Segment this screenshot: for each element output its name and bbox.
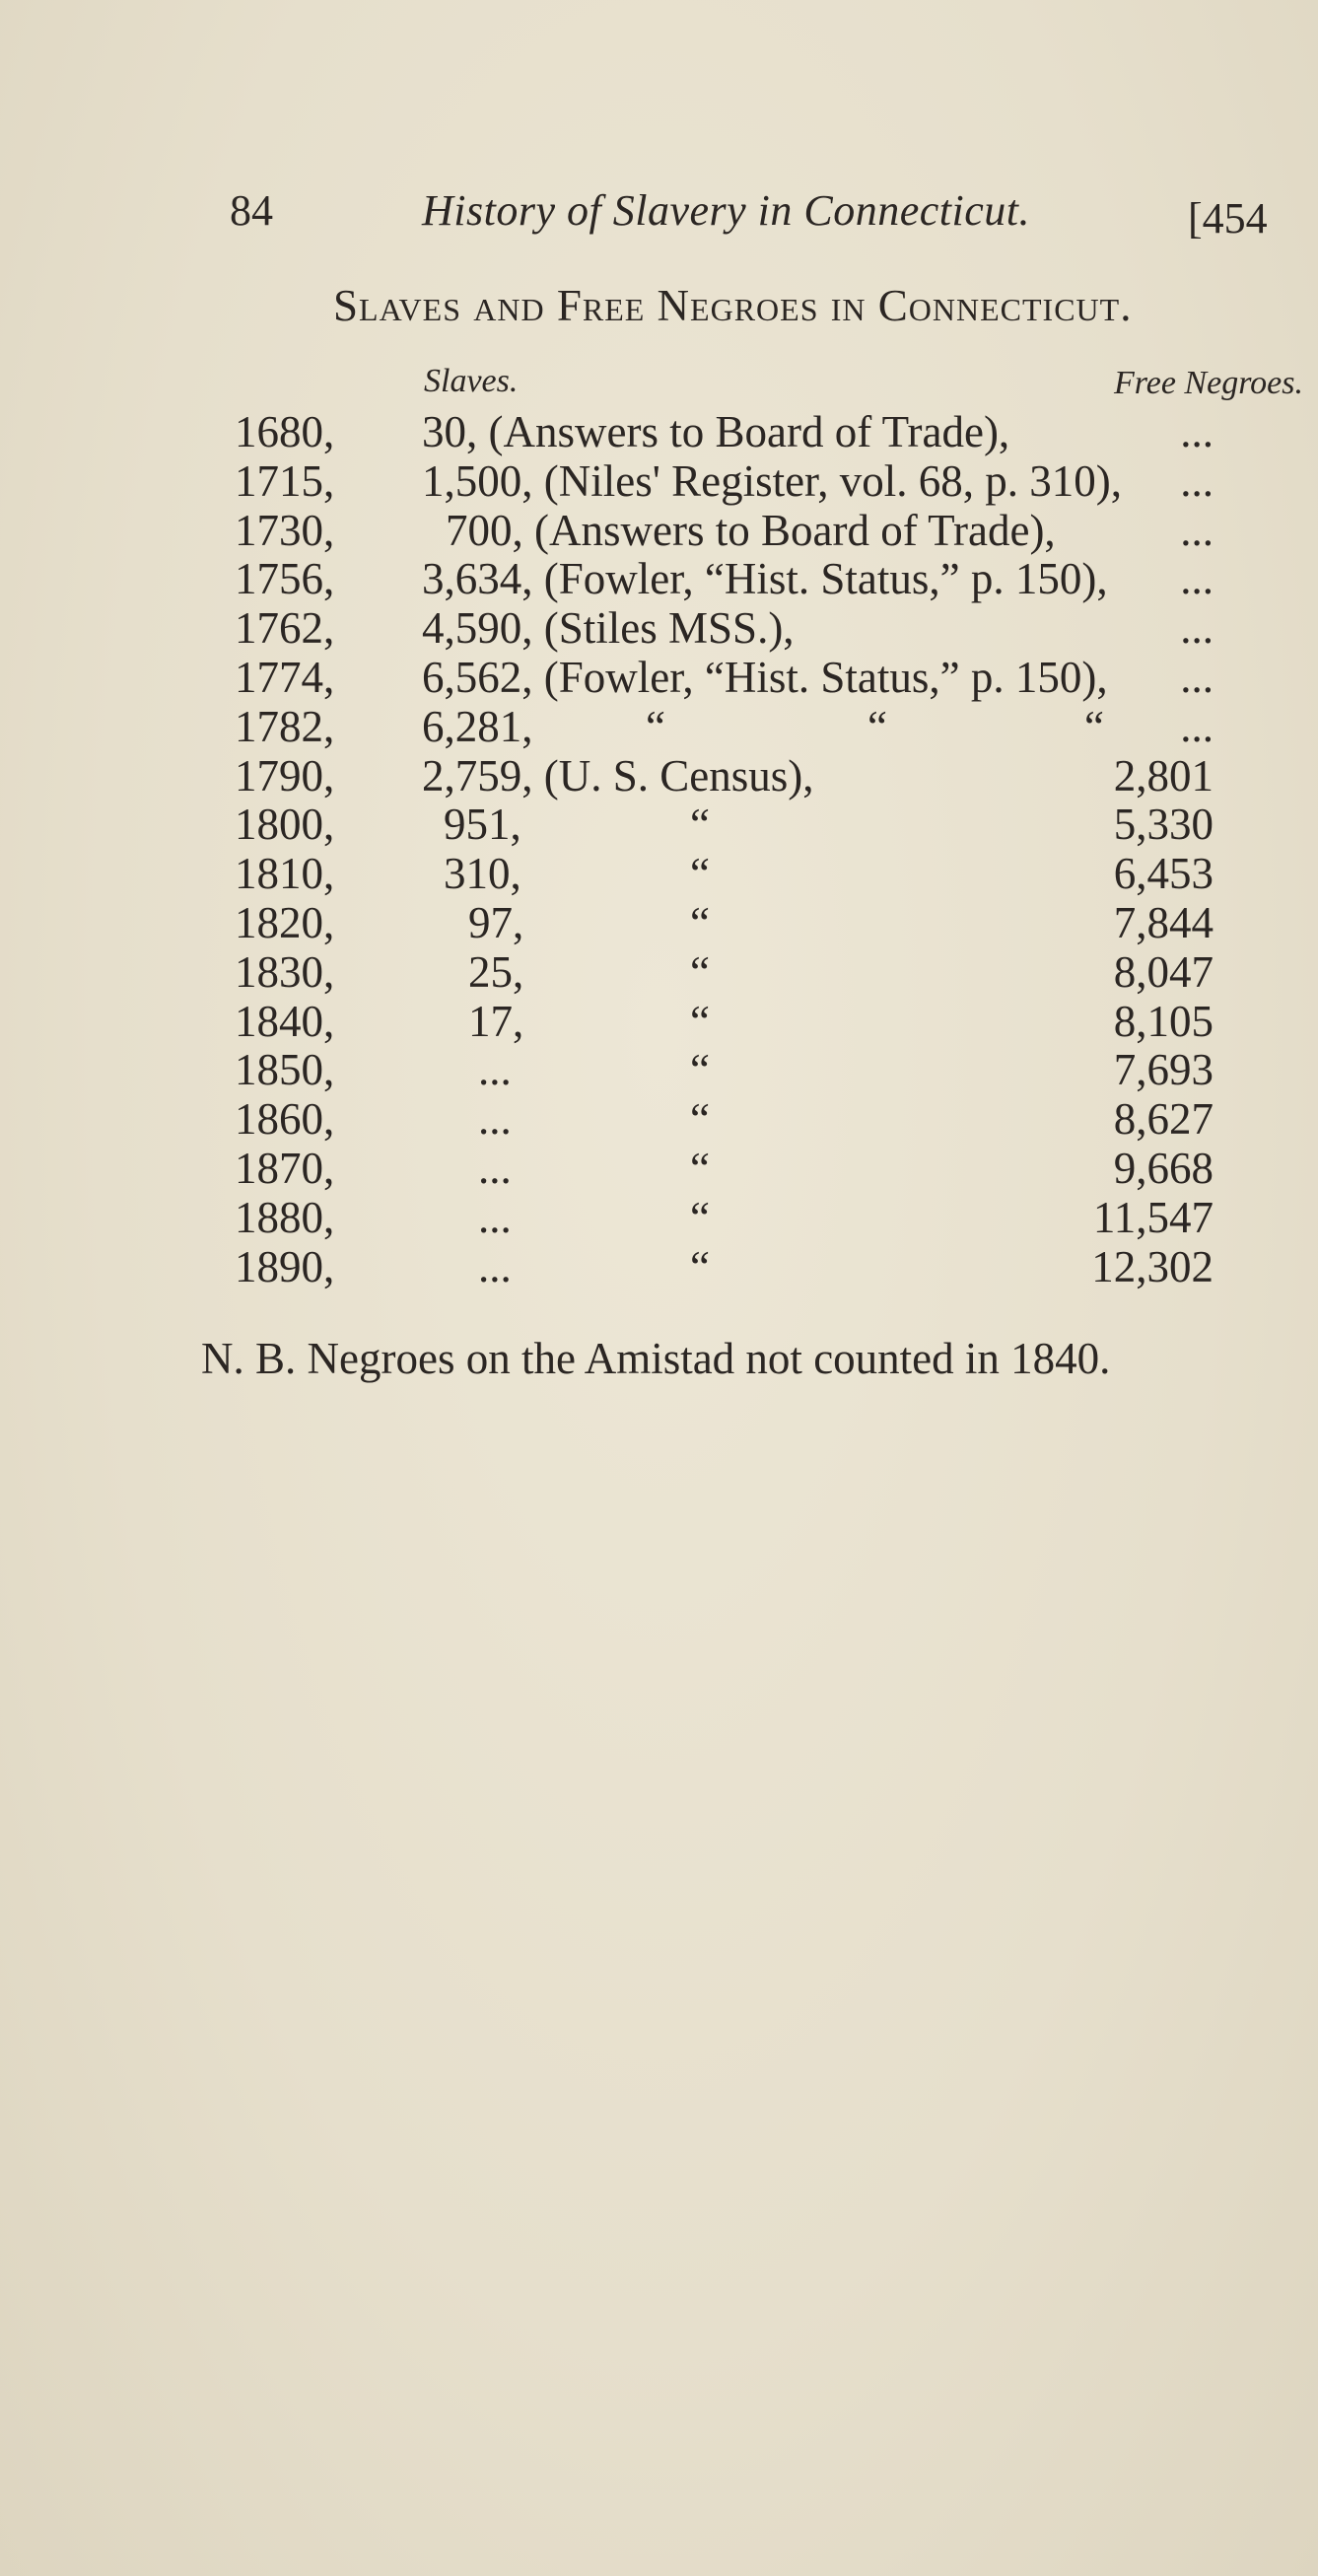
row-year: 1830, (235, 946, 335, 997)
table-row (0, 1046, 1318, 1095)
row-slaves: 4,590, (Stiles MSS.), (422, 603, 795, 654)
footnote: N. B. Negroes on the Amistad not counted in 1840. (201, 1334, 1111, 1383)
table-row (0, 1145, 1318, 1194)
row-free-negroes: 8,047 (1113, 946, 1214, 997)
bracket-page-reference: [454 (1188, 194, 1268, 243)
table-row (0, 801, 1318, 850)
page-header (0, 185, 1318, 254)
row-year: 1840, (235, 996, 335, 1046)
ditto-mark: “ (690, 849, 710, 899)
table-row (0, 457, 1318, 507)
ditto-mark: “ (646, 701, 665, 751)
row-free-negroes: 11,547 (1092, 1192, 1214, 1242)
table-row (0, 948, 1318, 998)
table-row (0, 555, 1318, 604)
row-year: 1730, (235, 505, 335, 555)
column-header-slaves: Slaves. (424, 363, 519, 399)
row-free-negroes: 2,801 (1113, 750, 1214, 801)
row-year: 1800, (235, 800, 335, 850)
row-free-negroes: ... (1180, 407, 1214, 456)
ditto-mark: “ (690, 897, 710, 947)
row-year: 1790, (235, 750, 335, 801)
row-slaves: 6,562, (Fowler, “Hist. Status,” p. 150), (422, 652, 1108, 702)
ditto-mark: “ (690, 800, 710, 850)
ditto-mark: “ (690, 1045, 710, 1095)
row-free-negroes: ... (1180, 554, 1214, 604)
row-free-negroes: ... (1180, 455, 1214, 506)
row-slaves: ... (478, 1241, 512, 1291)
row-slaves: ... (478, 1143, 512, 1193)
row-year: 1680, (235, 407, 335, 456)
census-table (0, 408, 1318, 1291)
row-slaves: ... (478, 1192, 512, 1242)
row-year: 1715, (235, 455, 335, 506)
table-row (0, 703, 1318, 752)
row-free-negroes: 6,453 (1113, 849, 1214, 899)
ditto-mark: “ (867, 701, 887, 751)
column-header-free-negroes: Free Negroes. (1114, 365, 1303, 401)
row-slaves: ... (478, 1094, 512, 1145)
row-year: 1850, (235, 1045, 335, 1095)
table-row (0, 604, 1318, 654)
table-row (0, 1194, 1318, 1243)
row-free-negroes: 9,668 (1113, 1143, 1214, 1193)
table-row (0, 507, 1318, 556)
row-year: 1820, (235, 897, 335, 947)
row-slaves: 17, (468, 996, 524, 1046)
row-free-negroes: 12,302 (1091, 1241, 1214, 1291)
ditto-mark: “ (690, 1143, 710, 1193)
row-slaves: 3,634, (Fowler, “Hist. Status,” p. 150), (422, 554, 1108, 604)
row-free-negroes: ... (1180, 701, 1214, 751)
row-year: 1860, (235, 1094, 335, 1145)
row-slaves: 310, (444, 849, 521, 899)
row-free-negroes: ... (1180, 652, 1214, 702)
table-row (0, 654, 1318, 703)
row-slaves: ... (478, 1045, 512, 1095)
ditto-mark: “ (690, 1094, 710, 1145)
table-row (0, 408, 1318, 457)
ditto-mark: “ (690, 1192, 710, 1242)
row-year: 1756, (235, 554, 335, 604)
row-slaves: 30, (Answers to Board of Trade), (422, 407, 1010, 456)
row-year: 1890, (235, 1241, 335, 1291)
table-title: Slaves and Free Negroes in Connecticut. (333, 281, 1133, 330)
ditto-mark: “ (690, 946, 710, 997)
row-free-negroes: 7,844 (1113, 897, 1214, 947)
row-year: 1782, (235, 701, 335, 751)
table-row (0, 1243, 1318, 1292)
row-slaves: 1,500, (Niles' Register, vol. 68, p. 310), (422, 455, 1122, 506)
row-free-negroes: 8,627 (1113, 1094, 1214, 1145)
row-free-negroes: 8,105 (1113, 996, 1214, 1046)
ditto-mark: “ (1084, 701, 1104, 751)
table-row (0, 998, 1318, 1047)
row-slaves: 25, (468, 946, 524, 997)
page-number: 84 (230, 186, 273, 235)
row-free-negroes: ... (1180, 603, 1214, 654)
row-year: 1762, (235, 603, 335, 654)
row-free-negroes: 7,693 (1113, 1045, 1214, 1095)
row-year: 1774, (235, 652, 335, 702)
table-row (0, 1095, 1318, 1145)
row-slaves: 951, (444, 800, 521, 850)
row-slaves: 97, (468, 897, 524, 947)
table-row (0, 850, 1318, 899)
row-slaves: 2,759, (U. S. Census), (422, 750, 814, 801)
ditto-mark: “ (690, 1241, 710, 1291)
row-year: 1870, (235, 1143, 335, 1193)
ditto-mark: “ (690, 996, 710, 1046)
row-slaves: 700, (Answers to Board of Trade), (446, 505, 1056, 555)
row-free-negroes: 5,330 (1113, 800, 1214, 850)
row-year: 1880, (235, 1192, 335, 1242)
row-slaves: 6,281, (422, 701, 533, 751)
row-free-negroes: ... (1180, 505, 1214, 555)
table-row (0, 752, 1318, 801)
running-title: History of Slavery in Connecticut. (422, 186, 1030, 235)
table-row (0, 899, 1318, 948)
row-year: 1810, (235, 849, 335, 899)
